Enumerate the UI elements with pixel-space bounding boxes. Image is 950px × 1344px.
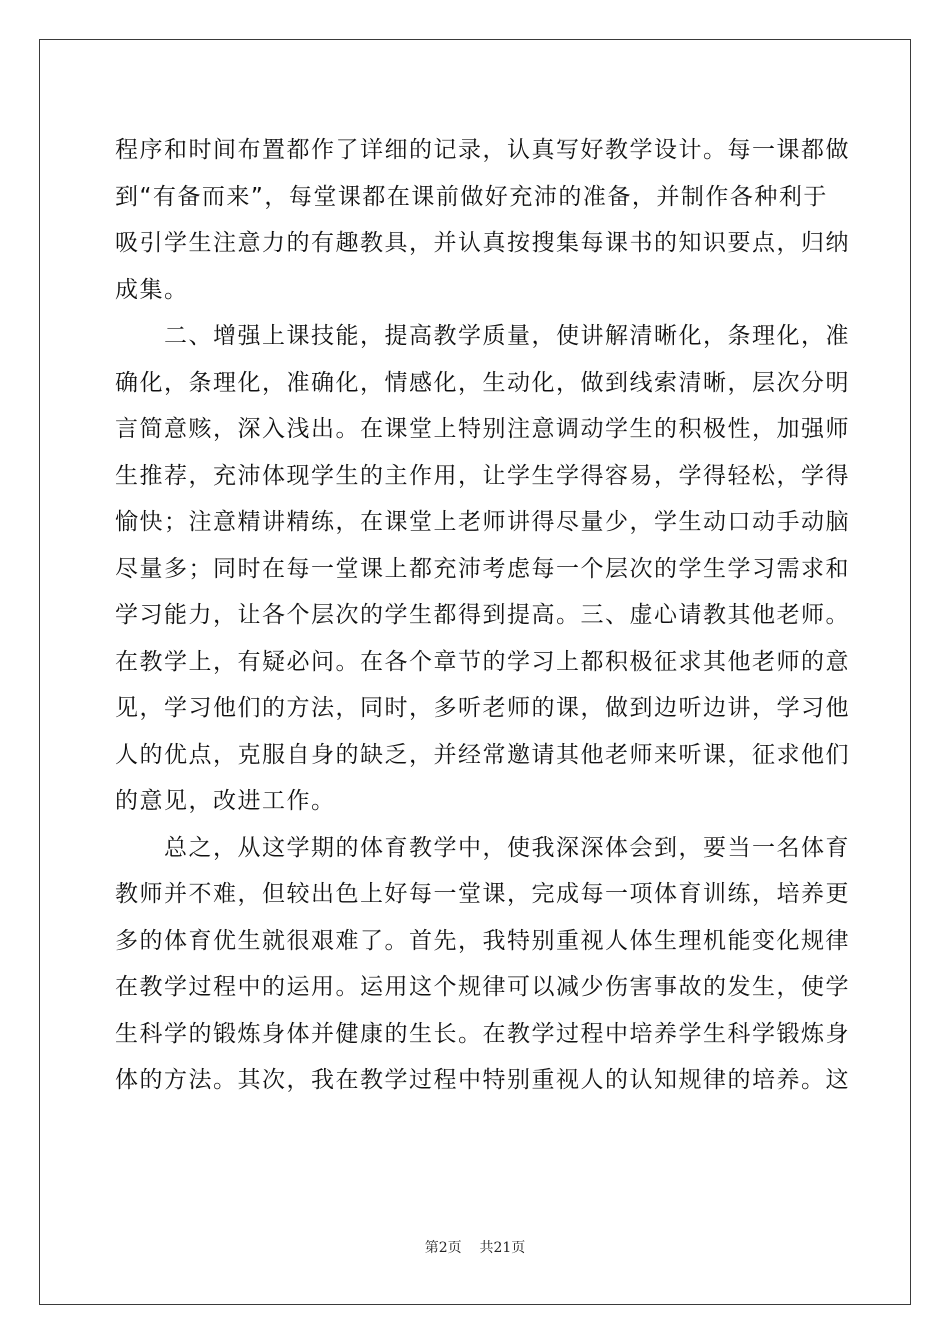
- text-line: 体的方法。其次，我在教学过程中特别重视人的认知规律的培养。这: [115, 1067, 850, 1093]
- text-line: 教师并不难，但较出色上好每一堂课，完成每一项体育训练，培养更: [115, 881, 850, 907]
- text-line: 在教学上，有疑必问。在各个章节的学习上都积极征求其他老师的意: [115, 648, 850, 675]
- page-total: 共21页: [479, 1240, 526, 1256]
- text-line: 到“有备而来”，每堂课都在课前做好充沛的准备，并制作各种利于: [115, 183, 828, 210]
- text-line: 生科学的锻炼身体并健康的生长。在教学过程中培养学生科学锻炼身: [115, 1020, 850, 1047]
- page-footer: [0, 1237, 950, 1257]
- text-line: 程序和时间布置都作了详细的记录，认真写好教学设计。每一课都做: [115, 137, 850, 163]
- text-line: 见，学习他们的方法，同时，多听老师的课，做到边听边讲，学习他: [115, 695, 850, 721]
- page-number: 第2页: [424, 1240, 462, 1256]
- text-line: 多的体育优生就很艰难了。首先，我特别重视人体生理机能变化规律: [115, 927, 850, 954]
- text-line: 总之，从这学期的体育教学中，使我深深体会到，要当一名体育: [115, 834, 850, 861]
- text-line: 成集。: [115, 276, 189, 303]
- text-line: 确化，条理化，准确化，情感化，生动化，做到线索清晰，层次分明: [115, 369, 850, 396]
- text-line: 二、增强上课技能，提高教学质量，使讲解清晰化，条理化，准: [115, 323, 850, 349]
- document-body: [115, 127, 850, 1104]
- text-line: 吸引学生注意力的有趣教具，并认真按搜集每课书的知识要点，归纳: [115, 230, 850, 256]
- text-line: 在教学过程中的运用。运用这个规律可以减少伤害事故的发生，使学: [115, 974, 850, 1000]
- text-line: 学习能力，让各个层次的学生都得到提高。三、虚心请教其他老师。: [115, 602, 850, 628]
- text-line: 的意见，改进工作。: [115, 788, 336, 814]
- text-line: 尽量多；同时在每一堂课上都充沛考虑每一个层次的学生学习需求和: [115, 555, 850, 582]
- text-line: 愉快；注意精讲精练，在课堂上老师讲得尽量少，学生动口动手动脑: [115, 509, 850, 535]
- text-line: 人的优点，克服自身的缺乏，并经常邀请其他老师来听课，征求他们: [115, 741, 850, 768]
- text-line: 言简意赅，深入浅出。在课堂上特别注意调动学生的积极性，加强师: [115, 416, 850, 442]
- text-line: 生推荐，充沛体现学生的主作用，让学生学得容易，学得轻松，学得: [115, 462, 850, 489]
